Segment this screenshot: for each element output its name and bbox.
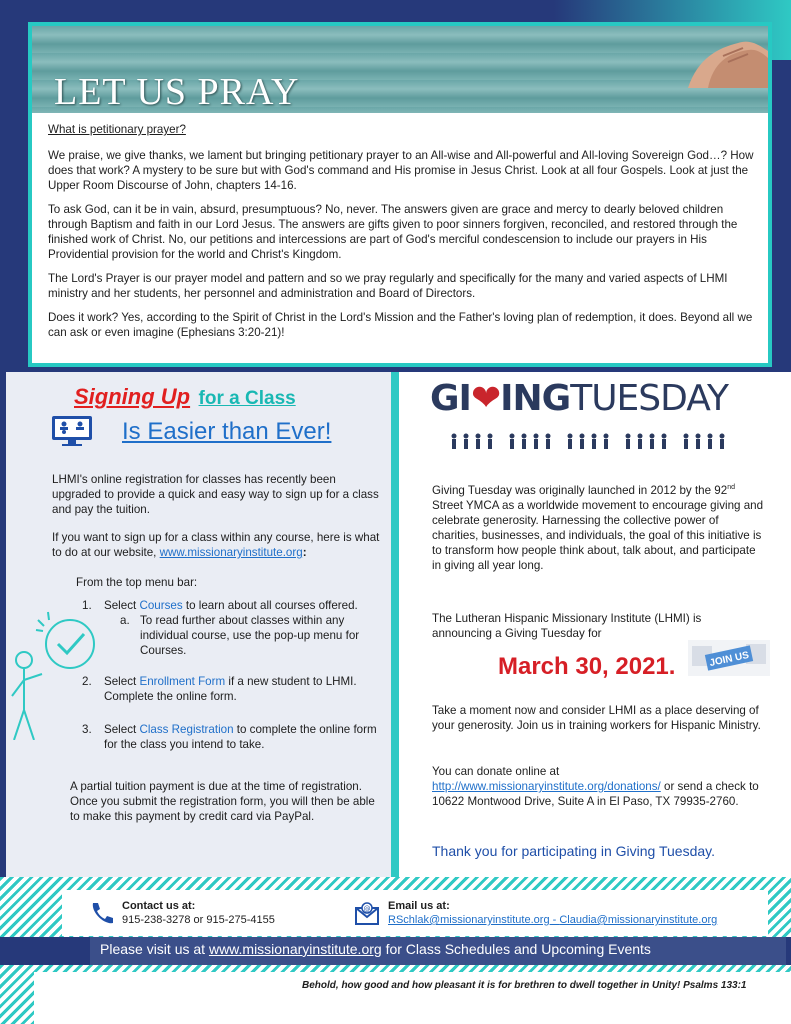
class-registration-link[interactable]: Class Registration <box>139 723 234 736</box>
signup-if-text <box>52 530 382 560</box>
giving-paragraph-3: Take a moment now and consider LHMI as a place deserving of your generosity. Join us in training workers for Hispanic Ministry. <box>432 704 761 732</box>
giving-paragraph-4 <box>432 764 772 809</box>
join-us-puzzle-icon <box>688 640 770 676</box>
donate-label: You can donate online at <box>432 765 560 778</box>
phone-icon <box>88 900 114 926</box>
prayer-question: What is petitionary prayer? <box>48 123 186 136</box>
logo-tuesday: TUESDAY <box>570 378 729 419</box>
join-us-label: JOIN US <box>708 649 751 670</box>
giving-paragraph-1 <box>432 480 767 573</box>
monitor-users-icon <box>50 414 94 448</box>
visit-post: for Class Schedules and Upcoming Events <box>385 941 651 957</box>
donate-link[interactable]: http://www.missionaryinstitute.org/donations/ <box>432 780 661 793</box>
donate-address: or send a check to 10622 Montwood Drive, Suite A in El Paso, TX 79935-2760. <box>432 780 759 808</box>
colon: : <box>302 546 307 559</box>
giving-date: March 30, 2021. <box>498 653 676 680</box>
visit-website-link[interactable]: www.missionaryinstitute.org <box>208 941 382 957</box>
step-1-pre: Select <box>104 599 137 612</box>
prayer-card <box>28 22 772 367</box>
giving-thanks: Thank you for participating in Giving Tuesday. <box>432 843 716 859</box>
prayer-paragraph-3: The Lord's Prayer is our prayer model and pattern and so we pray regularly and specifically for the many and varied aspects of LHMI ministry and her students, her personnel and administration and Board of Directors. <box>48 272 728 300</box>
signup-heading-a: Signing Up <box>74 384 191 409</box>
step-1-num: 1. <box>82 599 92 612</box>
contact-card <box>62 890 768 936</box>
prayer-body <box>48 122 754 349</box>
step-2-pre: Select <box>104 675 137 688</box>
heart-v-icon: ❤ <box>470 378 501 419</box>
email-link-2[interactable]: Claudia@missionaryinstitute.org <box>559 914 718 926</box>
column-divider <box>391 372 399 877</box>
visit-text <box>100 941 651 957</box>
email-link-1[interactable]: RSchlak@missionaryinstitute.org <box>388 914 550 926</box>
prayer-title: LET US PRAY <box>54 71 300 113</box>
prayer-banner <box>32 26 768 113</box>
signup-intro: LHMI's online registration for classes has recently been upgraded to provide a quick and easy way to sign up for a class and pay the tuition. <box>52 473 379 516</box>
praying-hands-icon <box>668 26 768 88</box>
visit-pre: Please visit us at <box>100 941 206 957</box>
contact-title: Contact us at: <box>122 900 196 912</box>
step-3-post: to complete the online form for the class you intend to take. <box>104 723 377 751</box>
signup-heading-b: for a Class <box>198 388 296 409</box>
email-title: Email us at: <box>388 900 450 912</box>
step-2 <box>104 674 384 704</box>
email-separator: - <box>549 914 560 926</box>
logo-ing: ING <box>500 378 571 419</box>
signup-if-label: If you want to sign up for a class within any course, here is what to do at our website, <box>52 531 380 559</box>
enrollment-form-link[interactable]: Enrollment Form <box>139 675 226 688</box>
step-2-post: if a new student to LHMI. Complete the online form. <box>104 675 357 703</box>
courses-link[interactable]: Courses <box>139 599 183 612</box>
giving-p1-b: Street YMCA as a worldwide movement to encourage giving and celebrate generosity. Harnessing the collective power of charities, businesses, and individuals, the goal of this initiative is to transform how people think about, talk about, and participate in giving all year long. <box>432 498 764 572</box>
people-row-icon <box>448 432 728 454</box>
svg-text:@: @ <box>363 905 371 913</box>
menu-bar-label: From the top menu bar: <box>76 576 198 589</box>
step-2-num: 2. <box>82 675 92 688</box>
giving-paragraph-2: The Lutheran Hispanic Missionary Institute (LHMI) is announcing a Giving Tuesday for <box>432 612 702 640</box>
step-3-pre: Select <box>104 723 137 736</box>
signup-subtitle: Is Easier than Ever! <box>122 418 332 445</box>
contact-phones: 915-238-3278 or 915-275-4155 <box>122 914 275 926</box>
partial-payment-note: A partial tuition payment is due at the time of registration. Once you submit the registration form, you will then be able to make this payment by credit card via PayPal. <box>70 780 375 823</box>
step-3 <box>104 722 384 752</box>
step-3-num: 3. <box>82 723 92 736</box>
step-1-post: to learn about all courses offered. <box>185 599 358 612</box>
left-edge-bar <box>0 372 6 877</box>
prayer-paragraph-4: Does it work? Yes, according to the Spirit of Christ in the Lord's Mission and the Father's loving plan of redemption, it does. Beyond all we can ask or even imagine (Ephesians 3:20-21)! <box>48 311 753 339</box>
giving-tuesday-logo <box>430 378 728 428</box>
signup-heading <box>74 384 296 410</box>
step-1a: To read further about classes within any individual course, use the pop-up menu for Courses. <box>140 614 360 657</box>
email-icon <box>354 900 380 926</box>
giving-p1-sup: nd <box>727 484 735 491</box>
person-checkmark-icon <box>8 600 98 740</box>
prayer-paragraph-1: We praise, we give thanks, we lament but bringing petitionary prayer to an All-wise and All-powerful and All-loving Sovereign God…? How does that work? A mystery to be sure but with God's command and His promise in Jesus Christ. Look at all four Gospels. Look at just the Upper Room Discourse of John, chapters 14-16. <box>48 149 754 192</box>
step-1 <box>104 598 384 613</box>
step-1a-num: a. <box>120 614 130 627</box>
email-addresses <box>388 914 717 926</box>
prayer-paragraph-2: To ask God, can it be in vain, absurd, presumptuous? No, never. The answers given are grace and mercy to dearly beloved children through Baptism and faith in our Lord Jesus. The answers are gifts given to poor sinners forgiven, reconciled, and restored through the finished work of Christ. No, our petitions and intercessions are part of God's merciful condescension to include our prayers in His Providential provision for the world and Christ's Kingdom. <box>48 203 738 261</box>
giving-p1-a: Giving Tuesday was originally launched in 2012 by the 92 <box>432 483 728 497</box>
website-link[interactable]: www.missionaryinstitute.org <box>159 546 303 559</box>
logo-gi: GI <box>430 378 471 419</box>
bible-verse: Behold, how good and how pleasant it is for brethren to dwell together in Unity! Psalms 133:1 <box>302 980 747 991</box>
